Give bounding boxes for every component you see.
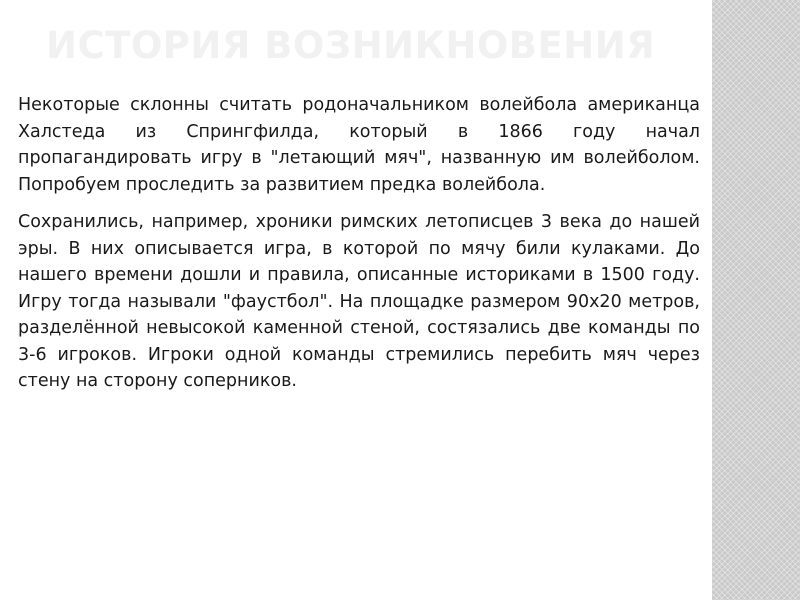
paragraph-2: Сохранились, например, хроники римских летописцев 3 века до нашей эры. В них описывается игра, в которой по мячу били кулаками. До нашего времени дошли и правила, описанные историками в 1500 году. Игру тогда называли "фаустбол". На площадке размером 90х20 метров, разделённой невысокой каменной стеной, состязались две команды по 3-6 игроков. Игроки одной команды стремились перебить мяч через стену на сторону соперников. [18, 212, 700, 391]
slide-title: ИСТОРИЯ ВОЗНИКНОВЕНИЯ [46, 24, 656, 67]
slide-body [18, 92, 700, 406]
paragraph-1: Некоторые склонны считать родоначальником волейбола американца Халстеда из Спрингфилда, который в 1866 году начал пропагандировать игру в "летающий мяч", названную им волейболом. Попробуем проследить за развитием предка волейбола. [18, 95, 700, 195]
decorative-side-stripe [712, 0, 800, 600]
